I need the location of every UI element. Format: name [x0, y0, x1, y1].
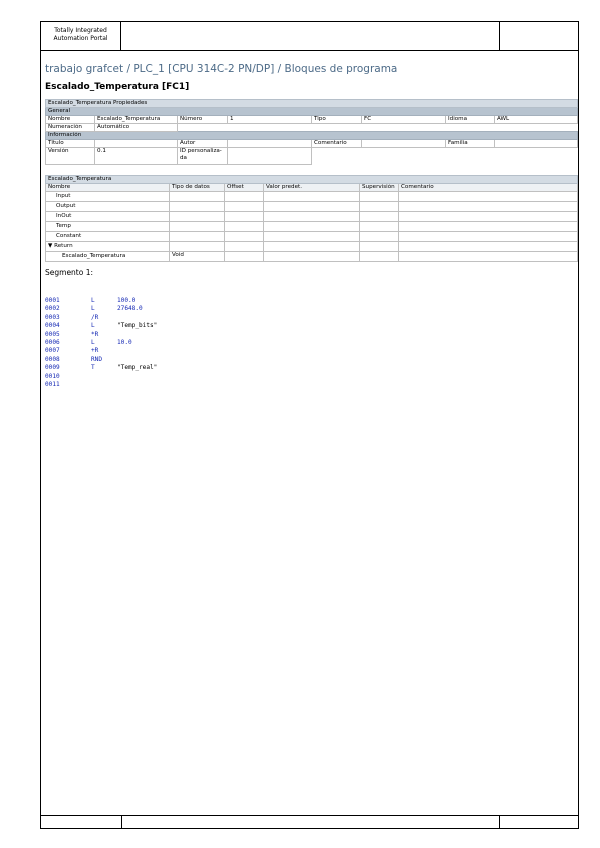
line-number: 0007 [45, 347, 60, 355]
header-divider [499, 22, 500, 50]
instruction: L [91, 305, 95, 313]
product-name [41, 22, 121, 50]
version-value: 0.1 [95, 148, 178, 165]
comentario-label: Comentario [312, 140, 362, 148]
numeracion-value: Automático [95, 124, 178, 132]
interface-title: Escalado_Temperatura [46, 176, 578, 184]
footer-divider [499, 816, 500, 828]
footer-divider [121, 816, 122, 828]
instruction: *R [91, 330, 99, 338]
idioma-value: AWL [495, 116, 578, 124]
numero-value: 1 [228, 116, 312, 124]
operand: 10.0 [117, 338, 132, 346]
col-nombre: Nombre [46, 184, 170, 192]
page-footer [41, 815, 578, 828]
version-label: Versión [46, 148, 95, 165]
table-row: Input [46, 192, 578, 202]
interface-table [45, 175, 578, 262]
table-row: InOut [46, 212, 578, 222]
operand: 100.0 [117, 297, 136, 304]
block-title: Escalado_Temperatura [FC1] [45, 82, 190, 92]
autor-value [228, 140, 312, 148]
line-number: 0009 [45, 364, 60, 372]
autor-label: Autor [178, 140, 228, 148]
tipo-label: Tipo [312, 116, 362, 124]
col-tipo-datos: Tipo de datos [170, 184, 225, 192]
instruction: /R [91, 313, 99, 321]
col-valor-predet: Valor predet. [264, 184, 360, 192]
idioma-label: Idioma [446, 116, 495, 124]
product-line-1: Totally Integrated [54, 27, 107, 34]
comentario-value [362, 140, 446, 148]
table-row: Escalado_Temperatura Void [46, 252, 578, 262]
line-number: 0003 [45, 313, 60, 321]
instruction: L [91, 297, 95, 304]
tipo-value: FC [362, 116, 446, 124]
line-number: 0002 [45, 305, 60, 313]
line-number: 0008 [45, 355, 60, 363]
familia-value [495, 140, 578, 148]
nombre-label: Nombre [46, 116, 95, 124]
general-section: General [46, 108, 578, 116]
col-supervision: Supervisión [360, 184, 399, 192]
table-row: Output [46, 202, 578, 212]
numero-label: Número [178, 116, 228, 124]
line-number: 0011 [45, 380, 60, 388]
familia-label: Familia [446, 140, 495, 148]
titulo-label: Título [46, 140, 95, 148]
line-number: 0005 [45, 330, 60, 338]
numeracion-label: Numeración [46, 124, 95, 132]
table-row: Constant [46, 232, 578, 242]
table-row: Temp [46, 222, 578, 232]
line-number: 0010 [45, 372, 60, 380]
operand: "Temp_real" [117, 364, 158, 372]
id-value [228, 148, 312, 165]
operand: 27648.0 [117, 305, 143, 313]
page-frame [40, 21, 579, 829]
triangle-down-icon: ▼ [48, 243, 53, 249]
page-header [41, 22, 578, 51]
instruction: RND [91, 355, 103, 363]
properties-title: Escalado_Temperatura Propiedades [46, 100, 578, 108]
table-row: ▼ Return [46, 242, 578, 252]
titulo-value [95, 140, 178, 148]
nombre-value: Escalado_Temperatura [95, 116, 178, 124]
line-number: 0001 [45, 297, 60, 304]
col-offset: Offset [225, 184, 264, 192]
project-path: trabajo grafcet / PLC_1 [CPU 314C-2 PN/DP] / Bloques de programa [45, 63, 398, 75]
info-section: Información [46, 132, 578, 140]
id-label: ID personaliza- da [178, 148, 228, 165]
properties-table [45, 99, 578, 165]
instruction: L [91, 322, 95, 330]
col-comentario: Comentario [399, 184, 578, 192]
segment-title: Segmento 1: [45, 268, 94, 277]
line-number: 0006 [45, 338, 60, 346]
instruction: L [91, 338, 95, 346]
operand: "Temp_bits" [117, 322, 158, 330]
product-line-2: Automation Portal [53, 35, 108, 42]
line-number: 0004 [45, 322, 60, 330]
instruction: T [91, 364, 95, 372]
instruction: +R [91, 347, 99, 355]
